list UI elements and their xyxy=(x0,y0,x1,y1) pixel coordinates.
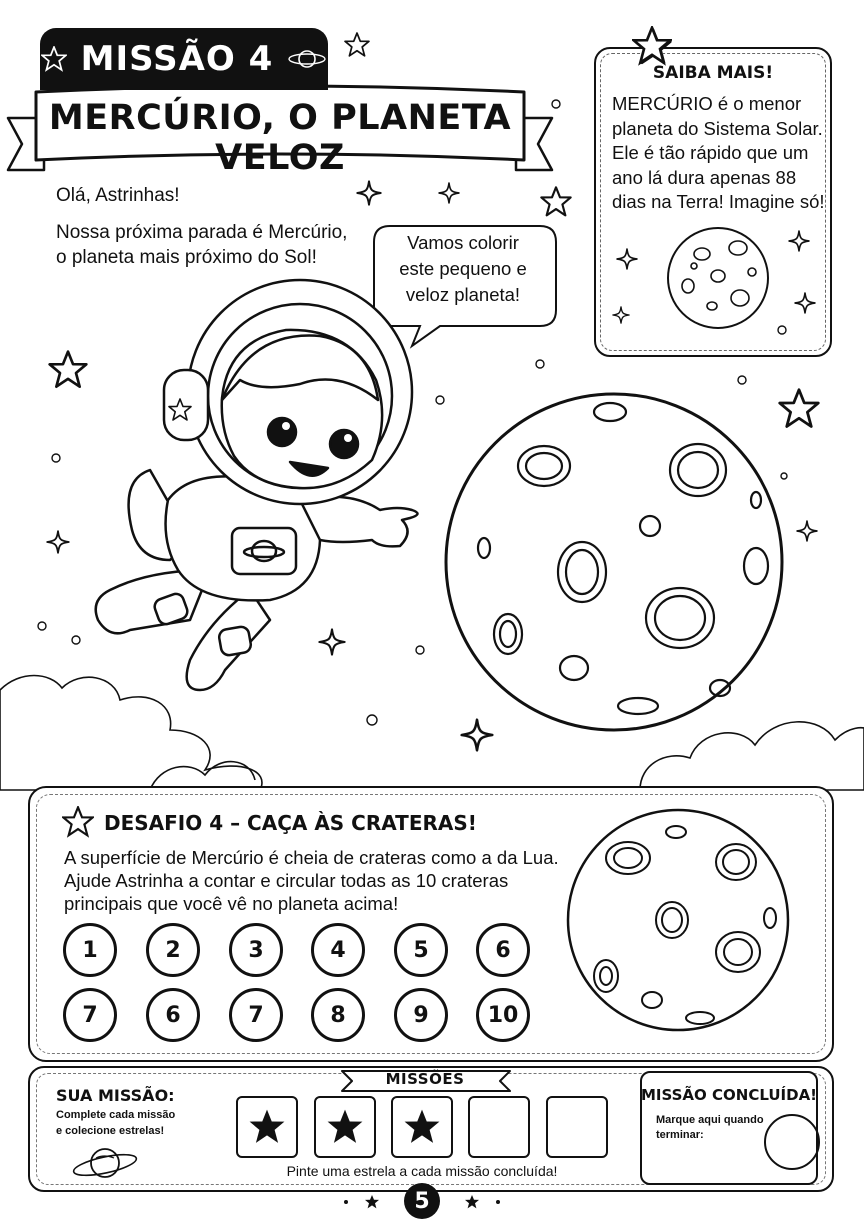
info-text xyxy=(612,92,827,215)
speech-line-2: este pequeno e xyxy=(399,258,527,279)
info-line: dias na Terra! Imagine só! xyxy=(612,191,825,212)
star-icon xyxy=(248,1108,286,1146)
crater-number-circle[interactable]: 7 xyxy=(229,988,283,1042)
crater-number-circle[interactable]: 6 xyxy=(146,988,200,1042)
astronaut-illustration xyxy=(96,280,418,690)
crater-number-circle[interactable]: 3 xyxy=(229,923,283,977)
planet-icon xyxy=(70,1142,140,1184)
pinte-instruction: Pinte uma estrela a cada missão concluída! xyxy=(286,1163,558,1179)
speech-line-3: veloz planeta! xyxy=(405,284,521,305)
mission-star-slot[interactable] xyxy=(314,1096,376,1158)
info-line: Ele é tão rápido que um xyxy=(612,142,809,163)
mission-complete-line-2: terminar: xyxy=(656,1129,704,1141)
info-title: SAIBA MAIS! xyxy=(652,63,774,83)
crater-number-circle[interactable]: 2 xyxy=(146,923,200,977)
mission-complete-text xyxy=(656,1113,766,1143)
sua-missao-line-1: Complete cada missão xyxy=(56,1109,176,1121)
mission-star-slot[interactable] xyxy=(546,1096,608,1158)
mission-complete-line-1: Marque aqui quando xyxy=(656,1114,764,1126)
info-line: ano lá dura apenas 88 xyxy=(612,166,797,188)
missoes-label: MISSÕES xyxy=(385,1070,465,1088)
info-line: planeta do Sistema Solar. xyxy=(612,117,823,139)
crater-number-circle[interactable]: 5 xyxy=(394,923,448,977)
crater-number-circle[interactable]: 9 xyxy=(394,988,448,1042)
mercury-planet xyxy=(446,394,782,730)
star-icon xyxy=(403,1108,441,1146)
mission-label: MISSÃO 4 xyxy=(80,39,274,79)
mission-badge xyxy=(40,28,328,90)
crater-number-circle[interactable]: 6 xyxy=(476,923,530,977)
challenge-line: A superfície de Mercúrio é cheia de crateras como a da Lua. xyxy=(64,847,559,868)
challenge-text xyxy=(64,846,564,915)
sua-missao-line-2: e colecione estrelas! xyxy=(56,1125,165,1137)
intro-line-1: Nossa próxima parada é Mercúrio, xyxy=(56,222,348,243)
star-icon xyxy=(326,1108,364,1146)
speech-bubble-text xyxy=(378,230,548,308)
star-icon xyxy=(632,26,672,66)
info-line: MERCÚRIO é o menor xyxy=(612,93,802,114)
page-title: MERCÚRIO, O PLANETA VELOZ xyxy=(48,98,512,178)
cloud-icon xyxy=(0,676,864,791)
mission-complete-title: MISSÃO CONCLUÍDA! xyxy=(640,1086,818,1104)
star-icon xyxy=(62,806,94,838)
crater-number-circle[interactable]: 4 xyxy=(311,923,365,977)
crater-number-circle[interactable]: 1 xyxy=(63,923,117,977)
mission-star-slot[interactable] xyxy=(468,1096,530,1158)
mission-star-slot[interactable] xyxy=(236,1096,298,1158)
sua-missao-title: SUA MISSÃO: xyxy=(56,1086,175,1105)
sua-missao-text xyxy=(56,1107,186,1139)
challenge-line: principais que você vê no planeta acima! xyxy=(64,893,399,914)
crater-number-circle[interactable]: 7 xyxy=(63,988,117,1042)
crater-number-circle[interactable]: 10 xyxy=(476,988,530,1042)
challenge-line: Ajude Astrinha a contar e circular todas as 10 crateras xyxy=(64,870,509,891)
intro-line-2: o planeta mais próximo do Sol! xyxy=(56,247,317,268)
challenge-title: DESAFIO 4 – CAÇA ÀS CRATERAS! xyxy=(104,811,477,835)
crater-number-circle[interactable]: 8 xyxy=(311,988,365,1042)
planet-icon xyxy=(287,46,327,72)
mission-star-slot[interactable] xyxy=(391,1096,453,1158)
mission-complete-checkbox[interactable] xyxy=(764,1114,820,1170)
star-icon xyxy=(41,46,67,72)
challenge-planet-overlay xyxy=(566,808,792,1034)
intro-greeting: Olá, Astrinhas! xyxy=(56,185,180,206)
speech-line-1: Vamos colorir xyxy=(407,232,519,253)
page-number: 5 xyxy=(404,1183,440,1219)
